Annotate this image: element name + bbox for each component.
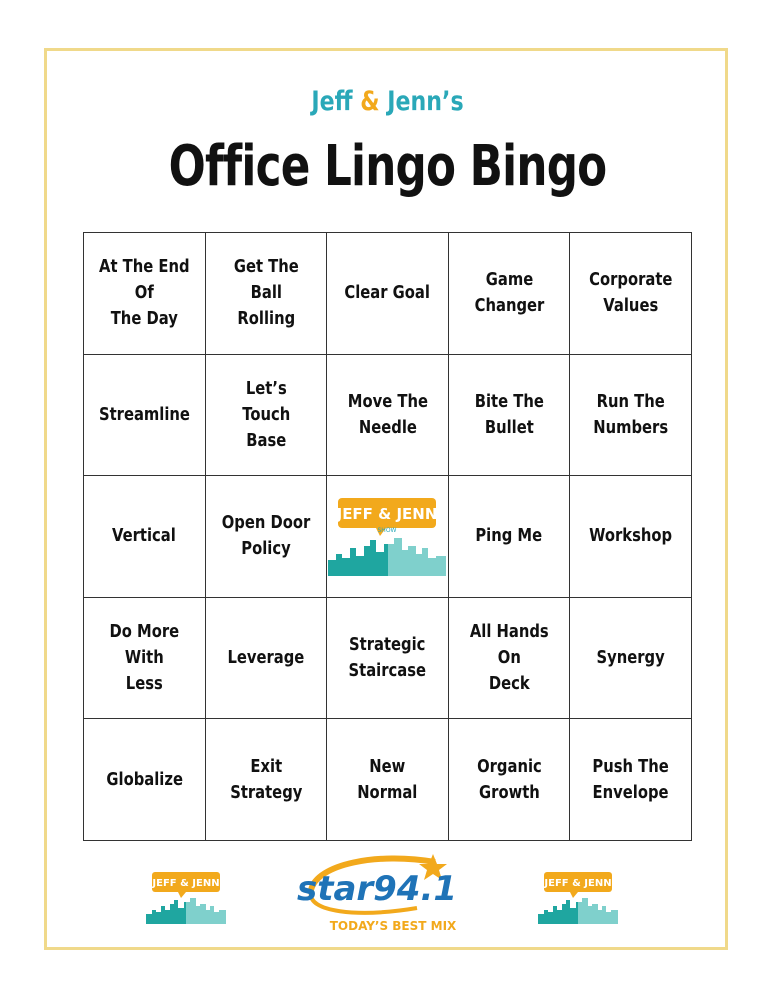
bingo-cell[interactable]: All Hands On Deck: [448, 597, 570, 719]
bingo-cell[interactable]: Workshop: [570, 476, 692, 598]
star941-logo: [297, 852, 477, 936]
bingo-cell[interactable]: Globalize: [84, 719, 206, 841]
bingo-cell[interactable]: Do More With Less: [84, 597, 206, 719]
bingo-cell[interactable]: Open Door Policy: [205, 476, 327, 598]
bingo-cell[interactable]: Organic Growth: [448, 719, 570, 841]
bingo-cell[interactable]: Synergy: [570, 597, 692, 719]
svg-text:JEFF & JENN: JEFF & JENN: [544, 878, 612, 889]
bingo-cell[interactable]: Get The Ball Rolling: [205, 233, 327, 355]
bingo-cell[interactable]: At The End Of The Day: [84, 233, 206, 355]
bingo-row: [84, 354, 692, 476]
svg-text:JEFF & JENN: JEFF & JENN: [152, 878, 220, 889]
bingo-cell[interactable]: Push The Envelope: [570, 719, 692, 841]
jeff-jenn-show-logo: [328, 496, 446, 576]
page-title: Office Lingo Bingo: [168, 134, 607, 199]
bingo-row: [84, 233, 692, 355]
subtitle-jenn: Jenn’s: [387, 86, 464, 117]
bingo-cell[interactable]: Ping Me: [448, 476, 570, 598]
bingo-grid: [83, 232, 692, 841]
bingo-cell[interactable]: Let’s Touch Base: [205, 354, 327, 476]
header-subtitle: [70, 86, 706, 117]
bingo-cell[interactable]: Exit Strategy: [205, 719, 327, 841]
jeff-jenn-show-logo: [146, 870, 226, 924]
bingo-cell[interactable]: Strategic Staircase: [327, 597, 449, 719]
bingo-cell[interactable]: Move The Needle: [327, 354, 449, 476]
bingo-cell[interactable]: Streamline: [84, 354, 206, 476]
bingo-cell[interactable]: Bite The Bullet: [448, 354, 570, 476]
bingo-cell[interactable]: Leverage: [205, 597, 327, 719]
bingo-row: [84, 476, 692, 598]
svg-text:TODAY’S BEST MIX: TODAY’S BEST MIX: [329, 919, 457, 933]
free-space-cell[interactable]: [327, 476, 449, 598]
jeff-jenn-show-logo: [538, 870, 618, 924]
subtitle-ampersand: &: [360, 86, 380, 117]
bingo-cell[interactable]: Vertical: [84, 476, 206, 598]
bingo-cell[interactable]: Clear Goal: [327, 233, 449, 355]
svg-text:SHOW: SHOW: [377, 527, 397, 535]
bingo-row: [84, 597, 692, 719]
bingo-cell[interactable]: Corporate Values: [570, 233, 692, 355]
bingo-cell[interactable]: Run The Numbers: [570, 354, 692, 476]
svg-text:JEFF & JENN: JEFF & JENN: [337, 505, 438, 524]
bingo-cell[interactable]: Game Changer: [448, 233, 570, 355]
svg-text:star94.1: star94.1: [297, 869, 458, 909]
subtitle-jeff: Jeff: [311, 86, 353, 117]
bingo-row: [84, 719, 692, 841]
bingo-cell[interactable]: New Normal: [327, 719, 449, 841]
